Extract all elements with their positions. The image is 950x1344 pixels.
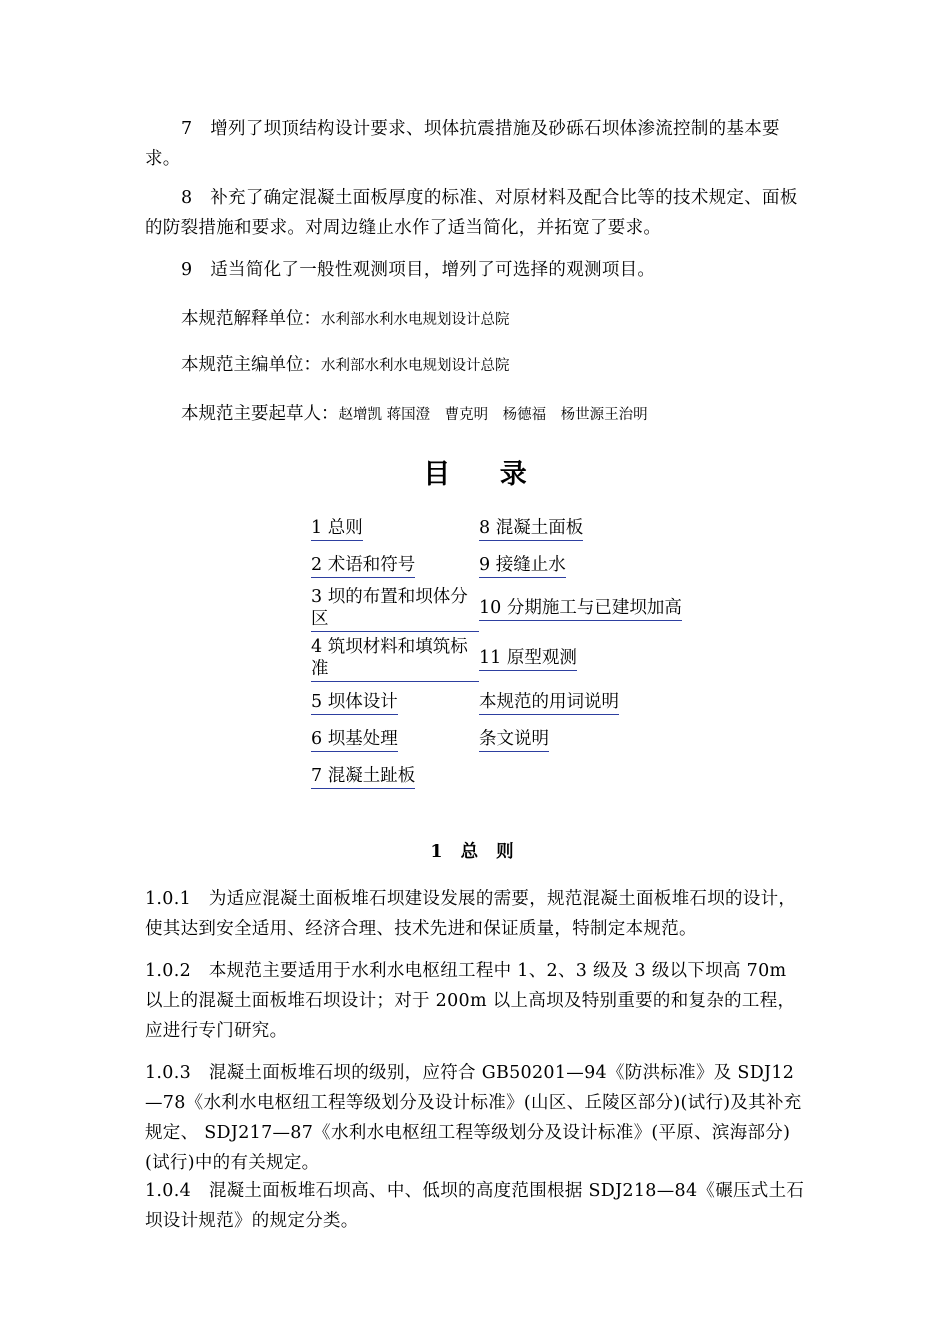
toc-link-foundation-treatment[interactable]: 6 坝基处理 [311, 728, 398, 752]
toc-row [311, 684, 731, 721]
toc-link-staged-construction[interactable]: 10 分期施工与已建坝加高 [479, 597, 682, 621]
toc-link-concrete-plinth[interactable]: 7 混凝土趾板 [311, 765, 415, 789]
toc-link-terms-symbols[interactable]: 2 术语和符号 [311, 554, 415, 578]
toc-row [311, 721, 731, 758]
toc-link-wording-explanation[interactable]: 本规范的用词说明 [479, 691, 619, 715]
preface-item-7: 7 增列了坝顶结构设计要求、坝体抗震措施及砂砾石坝体渗流控制的基本要求。 [145, 119, 780, 169]
interpret-unit [181, 305, 510, 334]
toc-row [311, 584, 731, 634]
toc-link-materials-standards[interactable]: 4 筑坝材料和填筑标准 [311, 636, 479, 682]
clause-1-0-3: 1.0.3 混凝土面板堆石坝的级别，应符合 GB50201—94《防洪标准》及 SDJ12—78《水利水电枢纽工程等级划分及设计标准》(山区、丘陵区部分)(试行)及其补充规定、 SDJ217—87《水利水电枢纽工程等级划分及设计标准》(平原、滨海部分)(试行)中的有关规定。 [145, 1063, 802, 1173]
toc-row [311, 634, 731, 684]
toc-link-dam-layout-zoning[interactable]: 3 坝的布置和坝体分区 [311, 586, 479, 632]
toc-link-joint-waterstop[interactable]: 9 接缝止水 [479, 554, 566, 578]
clause-1-0-4: 1.0.4 混凝土面板堆石坝高、中、低坝的高度范围根据 SDJ218—84《碾压式土石坝设计规范》的规定分类。 [145, 1181, 805, 1231]
clause-1-0-2: 1.0.2 本规范主要适用于水利水电枢纽工程中 1、2、3 级及 3 级以下坝高 70m 以上的混凝土面板堆石坝设计；对于 200m 以上高坝及特别重要的和复杂的工程，应进行专门研究。 [145, 961, 796, 1041]
preface-item-8: 8 补充了确定混凝土面板厚度的标准、对原材料及配合比等的技术规定、面板的防裂措施和要求。对周边缝止水作了适当简化，并拓宽了要求。 [145, 188, 798, 238]
toc-link-dam-design[interactable]: 5 坝体设计 [311, 691, 398, 715]
toc-row [311, 547, 731, 584]
toc-link-clause-explanation[interactable]: 条文说明 [479, 728, 549, 752]
drafters-value: 赵增凯 蒋国澄 曹克明 杨德福 杨世源王治明 [338, 407, 648, 423]
toc-row [311, 510, 731, 547]
chief-editor-value: 水利部水利水电规划设计总院 [321, 358, 510, 374]
toc-row [311, 758, 731, 795]
toc-link-concrete-face-slab[interactable]: 8 混凝土面板 [479, 517, 583, 541]
drafters [181, 400, 648, 429]
toc-title: 目 录 [423, 459, 547, 490]
toc-link-prototype-observation[interactable]: 11 原型观测 [479, 647, 577, 671]
toc-link-general[interactable]: 1 总则 [311, 517, 363, 541]
drafters-label: 本规范主要起草人： [181, 404, 339, 424]
preface-item-9: 9 适当简化了一般性观测项目，增列了可选择的观测项目。 [181, 260, 656, 280]
chief-editor-label: 本规范主编单位： [181, 355, 321, 375]
section-title-general: 1 总 则 [430, 842, 520, 862]
interpret-unit-label: 本规范解释单位： [181, 309, 321, 329]
table-of-contents [311, 510, 731, 795]
clause-1-0-1: 1.0.1 为适应混凝土面板堆石坝建设发展的需要，规范混凝土面板堆石坝的设计，使其达到安全适用、经济合理、技术先进和保证质量，特制定本规范。 [145, 889, 797, 939]
interpret-unit-value: 水利部水利水电规划设计总院 [321, 312, 510, 328]
chief-editor-unit [181, 351, 510, 380]
